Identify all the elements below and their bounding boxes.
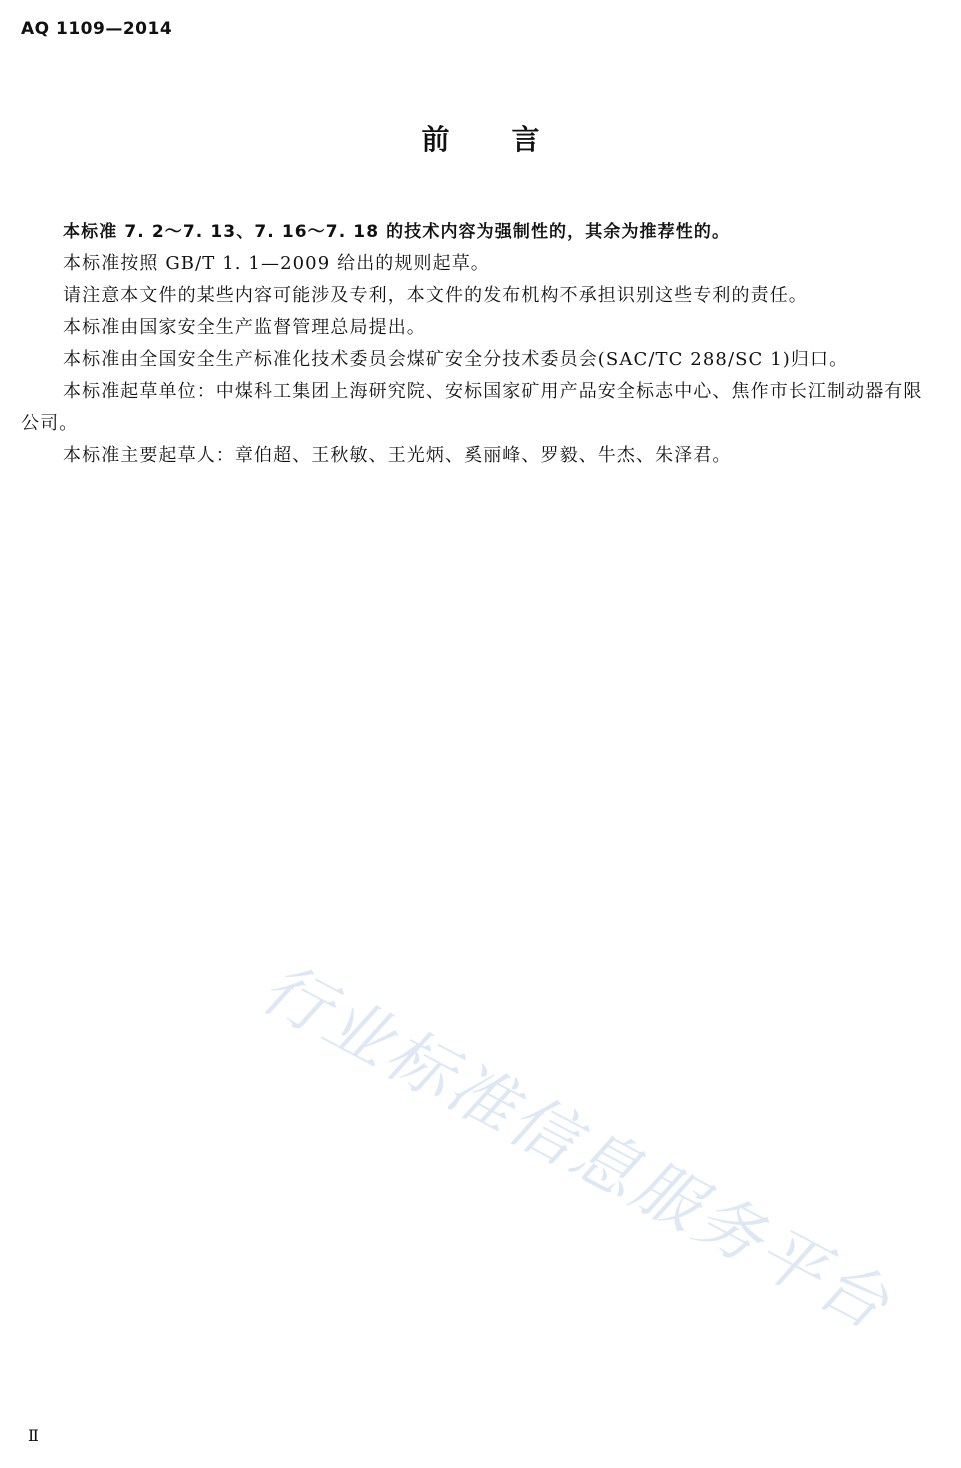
document-header-id: AQ 1109—2014 [21,19,173,39]
paragraph-drafting-rules: 本标准按照 GB/T 1. 1—2009 给出的规则起草。 [63,253,490,274]
paragraph-managed-by: 本标准由全国安全生产标准化技术委员会煤矿安全分技术委员会(SAC/TC 288/SC 1)归口。 [63,349,849,370]
paragraph-proposed-by: 本标准由国家安全生产监督管理总局提出。 [63,317,426,338]
paragraph-patent-notice: 请注意本文件的某些内容可能涉及专利，本文件的发布机构不承担识别这些专利的责任。 [63,285,808,306]
paragraph-drafters: 本标准主要起草人：章伯超、王秋敏、王光炳、奚丽峰、罗毅、牛杰、朱泽君。 [63,445,732,466]
page-number: Ⅱ [28,1426,39,1445]
watermark: 行业标准信息服务平台 [249,948,904,1346]
paragraph-mandatory-clauses: 本标准 7. 2～7. 13、7. 16～7. 18 的技术内容为强制性的，其余为推荐性的。 [63,222,731,242]
foreword-body [21,216,941,472]
section-title: 前言 [421,123,602,156]
paragraph-drafting-organizations: 本标准起草单位：中煤科工集团上海研究院、安标国家矿用产品安全标志中心、焦作市长江制动器有限公司。 [21,381,923,434]
